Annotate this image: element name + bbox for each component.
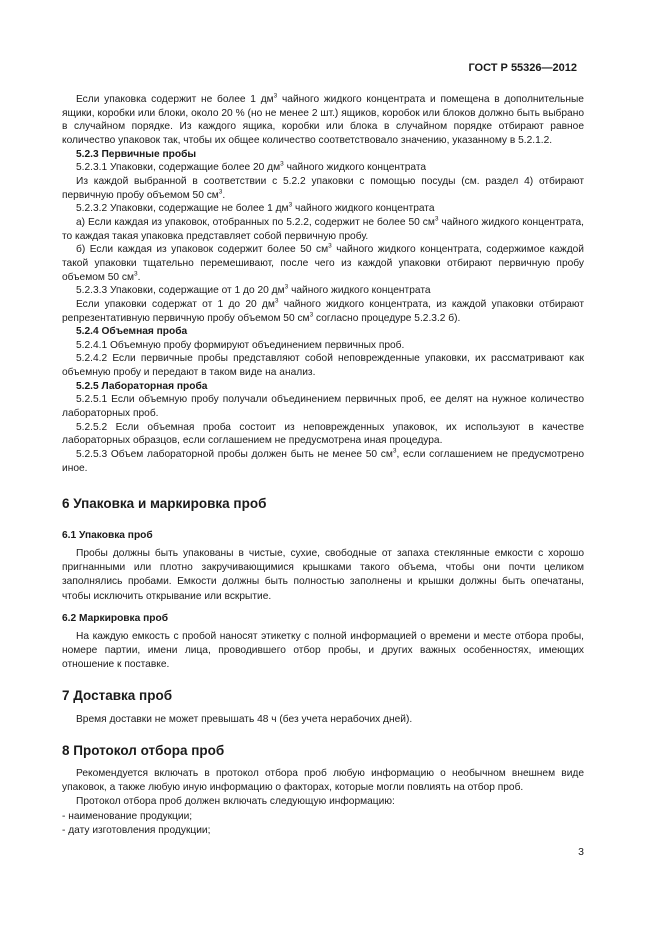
paragraph: 5.2.3.3 Упаковки, содержащие от 1 до 20 $дм^3$ чайного жидкого концентрата [76,283,431,297]
paragraph: Если упаковка содержит не более 1 $дм^3$ чайного жидкого концентрата и помещена в дополнительные ящики, коробки или блоки, около 20 % (но не менее 2 шт.) ящиков, коробок или блоков должно быть выбрано в случайном порядке. Из каждого ящика, коробки или блока в случайном порядке отбирают равное количество упаковок так, чтобы их общее количество соответствовало значению, указанному в 5.2.1.2. [62,92,584,146]
section-6-2-body [62,630,584,673]
section-8-body [62,767,584,838]
paragraph: Из каждой выбранной в соответствии с 5.2.2 упаковки с помощью посуды (см. раздел 4) отбирают первичную пробу объемом 50 $см^3$. [62,175,584,201]
paragraph: б) Если каждая из упаковок содержит более 50 $см^3$ чайного жидкого концентрата, содержимое каждой такой упаковки тщательно перемешивают, после чего из каждой упаковки отбирают первичную пробу объемом 50 $см^3$. [62,242,584,283]
section-6-title: 6 Упаковка и маркировка проб [62,496,267,511]
section-6-1-body [62,547,584,604]
paragraph: 5.2.4.1 Объемную пробу формируют объединением первичных проб. [76,339,405,351]
section-5-body [62,93,584,475]
subsection-6-1-title: 6.1 Упаковка проб [62,530,153,541]
paragraph: Рекомендуется включать в протокол отбора проб любую информацию о необычном внешнем виде упаковок, а также любую иную информацию о факторах, которые могли повлиять на отбор проб. [62,768,584,794]
list-item: - дату изготовления продукции; [62,824,211,836]
subsection-heading: 5.2.3 Первичные пробы [76,148,197,160]
section-8-title: 8 Протокол отбора проб [62,743,225,758]
paragraph: 5.2.4.2 Если первичные пробы представляют собой неповрежденные упаковки, их рассматривают как объемную пробу и передают в таком виде на анализ. [62,353,584,379]
paragraph: Время доставки не может превышать 48 ч (без учета нерабочих дней). [76,714,413,725]
paragraph: На каждую емкость с пробой наносят этикетку с полной информацией о времени и месте отбора пробы, номере партии, имени лица, проводившего отбор пробы, и других важных особенностях, имеющих отношение к поставке. [62,631,584,671]
section-7-title: 7 Доставка проб [62,688,173,703]
standard-header: ГОСТ Р 55326—2012 [468,62,577,74]
paragraph: 5.2.5.2 Если объемная проба состоит из неповрежденных упаковок, их используют в качестве лабораторных образцов, если соглашением не предусмотрена иная процедура. [62,421,584,447]
subsection-heading: 5.2.4 Объемная проба [76,326,188,338]
list-item: - наименование продукции; [62,810,193,822]
subsection-6-2-title: 6.2 Маркировка проб [62,613,169,624]
paragraph: 5.2.5.1 Если объемную пробу получали объединением первичных проб, ее делят на нужное количество лабораторных проб. [62,394,584,420]
paragraph: а) Если каждая из упаковок, отобранных по 5.2.2, содержит не более 50 $см^3$ чайного жидкого концентрата, то каждая такая упаковка представляет собой первичную пробу. [62,215,584,242]
paragraph: 5.2.3.1 Упаковки, содержащие более 20 $дм^3$ чайного жидкого концентрата [76,160,427,174]
subsection-heading: 5.2.5 Лабораторная проба [76,380,208,392]
paragraph: Пробы должны быть упакованы в чистые, сухие, свободные от запаха стеклянные емкости с хорошо пригнанными или плотно закручивающимися крышками такого объема, чтобы они почти целиком заполнялись пробами. Емкости должны быть полностью заполнены и крышки должны быть опечатаны, чтобы исключить открывание или вскрытие. [62,548,584,602]
paragraph: Протокол отбора проб должен включать следующую информацию: [76,796,395,808]
section-7-body [62,713,584,727]
paragraph: 5.2.5.3 Объем лабораторной пробы должен быть не менее 50 $см^3$, если соглашением не предусмотрено иное. [62,447,584,474]
page-number: 3 [578,846,584,858]
paragraph: 5.2.3.2 Упаковки, содержащие не более 1 $дм^3$ чайного жидкого концентрата [76,201,435,215]
paragraph: Если упаковки содержат от 1 до 20 $дм^3$ чайного жидкого концентрата, из каждой упаковки отбирают репрезентативную первичную пробу объемом 50 $см^3$ согласно процедуре 5.2.3.2 б). [62,297,584,324]
